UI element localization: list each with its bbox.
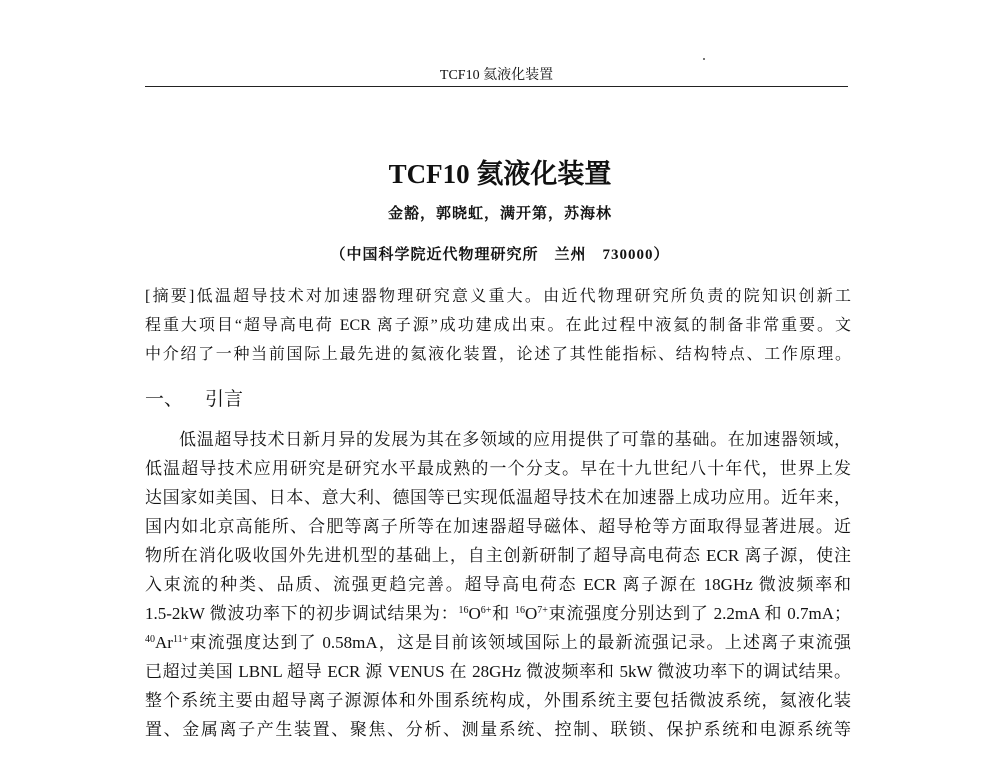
text-run: 整个系统主要由超导离子源源体和外围系统构成，外围系统主要包括微波系统，氦液化装: [145, 691, 851, 710]
superscript: 40: [145, 634, 155, 645]
affiliation: （中国科学院近代物理研究所 兰州 730000）: [330, 247, 670, 263]
body-line: [145, 630, 851, 659]
body-line: [145, 427, 851, 456]
running-header: TCF10 氦液化装置: [439, 68, 554, 83]
text-run: 入束流的种类、品质、流强更趋完善。超导高电荷态 ECR 离子源在 18GHz 微波频率和: [145, 575, 851, 594]
abstract-line: 程重大项目“超导高电荷 ECR 离子源”成功建成出束。在此过程中液氦的制备非常重要。文: [145, 317, 851, 334]
abstract: [145, 285, 851, 372]
section-heading: [145, 384, 265, 411]
text-run: O: [524, 604, 538, 623]
body-text: [145, 427, 851, 746]
text-run: 已超过美国 LBNL 超导 ECR 源 VENUS 在 28GHz 微波频率和 5kW 微波功率下的调试结果。: [145, 662, 851, 681]
body-line: [145, 543, 851, 572]
text-run: 低温超导技术应用研究是研究水平最成熟的一个分支。早在十九世纪八十年代，世界上发: [145, 459, 851, 478]
superscript: 16: [514, 605, 525, 616]
text-run: 国内如北京高能所、合肥等离子所等在加速器超导磁体、超导枪等方面取得显著进展。近: [145, 517, 851, 536]
text-run: 束流强度达到了 0.58mA，这是目前该领域国际上的最新流强记录。上述离子束流强: [188, 633, 851, 652]
body-line: [145, 456, 851, 485]
scan-speck: [703, 58, 705, 60]
text-run: 1.5-2kW 微波功率下的初步调试结果为：: [145, 604, 459, 623]
abstract-line: [摘要]低温超导技术对加速器物理研究意义重大。由近代物理研究所负责的院知识创新工: [145, 288, 851, 305]
text-run: 束流强度分别达到了 2.2mA 和 0.7mA；: [547, 604, 851, 623]
text-run: O: [468, 604, 481, 623]
section-title: 引言: [205, 389, 244, 410]
page-title: TCF10 氦液化装置: [388, 159, 612, 189]
superscript: 7+: [537, 605, 548, 616]
body-line: [145, 717, 851, 746]
header-rule: [145, 86, 848, 87]
body-line: [145, 659, 851, 688]
superscript: 16: [458, 605, 469, 616]
text-run: 和: [491, 604, 515, 623]
body-line: [145, 688, 851, 717]
text-run: 物所在消化吸收国外先进机型的基础上，自主创新研制了超导高电荷态 ECR 离子源，使注: [145, 546, 851, 565]
body-line: [145, 514, 851, 543]
superscript: 11+: [172, 634, 189, 645]
abstract-line: 中介绍了一种当前国际上最先进的氦液化装置，论述了其性能指标、结构特点、工作原理。: [145, 346, 851, 363]
body-line: [145, 485, 851, 514]
section-number: 一、: [145, 389, 184, 410]
text-run: Ar: [155, 633, 173, 652]
authors: 金豁，郭晓虹，满开第，苏海林: [387, 206, 612, 222]
text-run: 置、金属离子产生装置、聚焦、分析、测量系统、控制、联锁、保护系统和电源系统等: [145, 720, 851, 739]
text-run: 低温超导技术日新月异的发展为其在多领域的应用提供了可靠的基础。在加速器领域，: [179, 430, 851, 449]
body-line: [145, 601, 851, 630]
body-line: [145, 572, 851, 601]
superscript: 6+: [480, 605, 492, 616]
text-run: 达国家如美国、日本、意大利、德国等已实现低温超导技术在加速器上成功应用。近年来，: [145, 488, 851, 507]
